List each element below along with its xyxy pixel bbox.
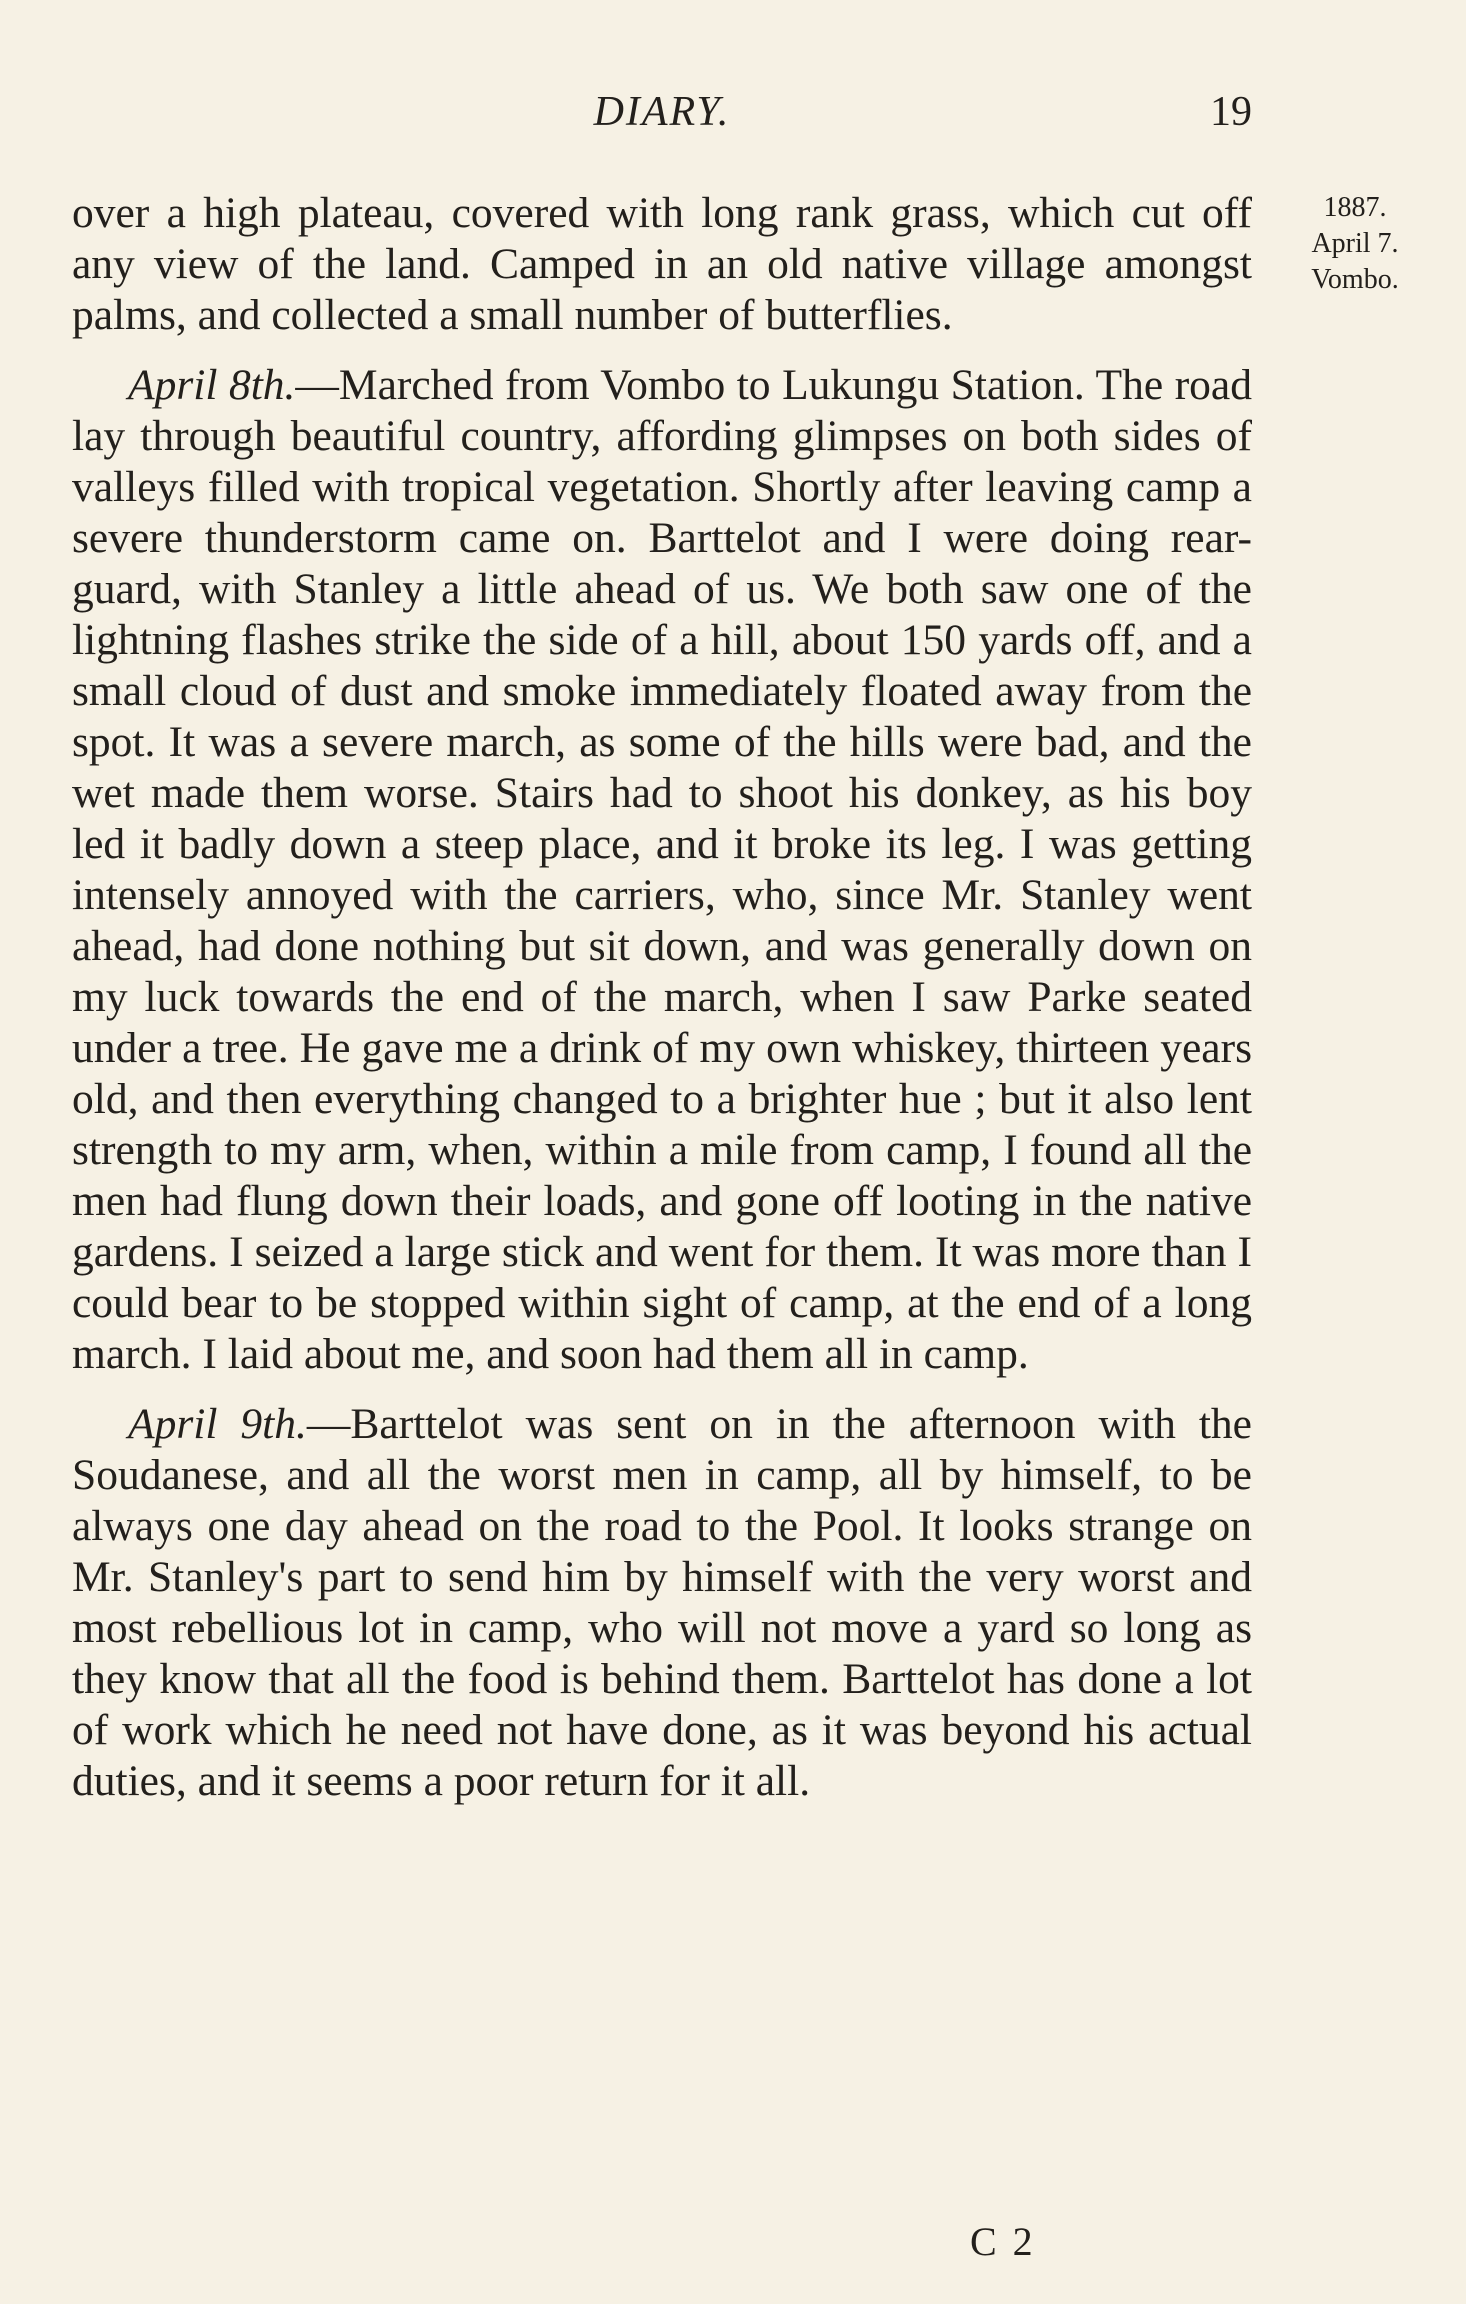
margin-note-place: Vombo. xyxy=(1311,264,1399,295)
entry-date: April 8th. xyxy=(128,361,296,409)
paragraph-april-8 xyxy=(72,360,1252,1380)
page-number: 19 xyxy=(1210,89,1252,135)
margin-note xyxy=(1290,190,1420,298)
margin-note-year: 1887. xyxy=(1323,192,1387,223)
paragraph-text: —Marched from Vombo to Lukungu Station. The road lay through beautiful country, affording glimpses on both sides of valleys filled with tropical vegetation. Shortly after leaving camp a severe thunderstorm came on. Barttelot and I were doing rear-guard, with Stanley a little ahead of us. We both saw one of the lightning flashes strike the side of a hill, about 150 yards off, and a small cloud of dust and smoke immediately floated away from the spot. It was a severe march, as some of the hills were bad, and the wet made them worse. Stairs had to shoot his donkey, as his boy led it badly down a steep place, and it broke its leg. I was getting intensely annoyed with the carriers, who, since Mr. Stanley went ahead, had done nothing but sit down, and was generally down on my luck towards the end of the march, when I saw Parke seated under a tree. He gave me a drink of my own whiskey, thirteen years old, and then everything changed to a brighter hue ; but it also lent strength to my arm, when, within a mile from camp, I found all the men had flung down their loads, and gone off looting in the native gardens. I seized a large stick and went for them. It was more than I could bear to be stopped within sight of camp, at the end of a long march. I laid about me, and soon had them all in camp. xyxy=(72,361,1252,1378)
entry-date: April 9th. xyxy=(128,1400,307,1448)
running-title: DIARY. xyxy=(593,89,731,135)
paragraph-text: —Barttelot was sent on in the afternoon with the Soudanese, and all the worst men in camp, all by himself, to be always one day ahead on the road to the Pool. It looks strange on Mr. Stanley's part to send him by himself with the very worst and most rebellious lot in camp, who will not move a yard so long as they know that all the food is behind them. Barttelot has done a lot of work which he need not have done, as it was beyond his actual duties, and it seems a poor return for it all. xyxy=(72,1400,1252,1805)
page-header xyxy=(72,88,1252,148)
paragraph-continuation xyxy=(72,188,1252,341)
paragraph-april-9 xyxy=(72,1399,1252,1807)
signature-mark: C 2 xyxy=(970,2219,1036,2264)
margin-note-date: April 7. xyxy=(1311,228,1399,259)
paragraph-text: over a high plateau, covered with long rank grass, which cut off any view of the land. Camped in an old native village amongst palms, and collected a small number of butterflies. xyxy=(72,189,1252,339)
body-text xyxy=(72,188,1252,1807)
